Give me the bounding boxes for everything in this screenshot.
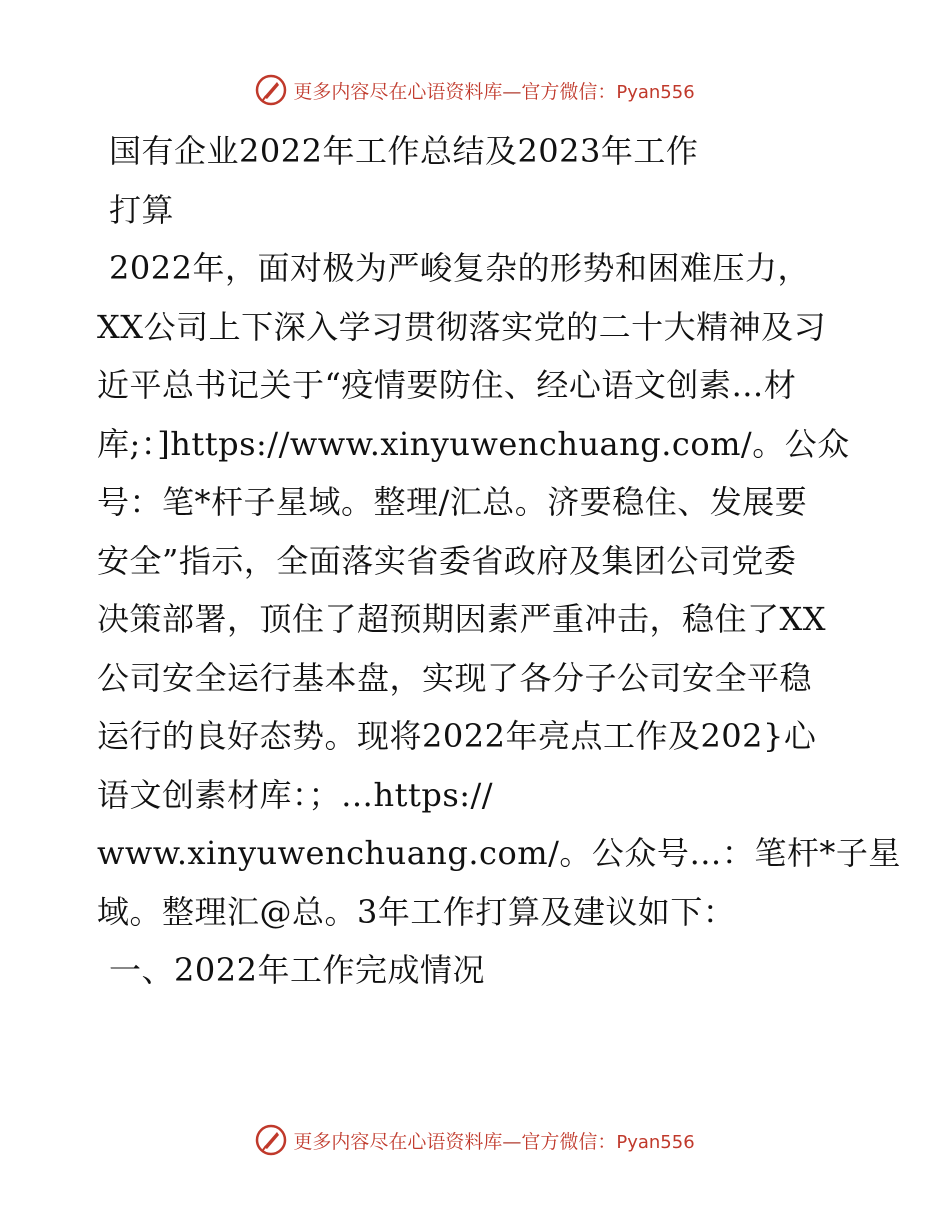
paragraph-line: 2022年，面对极为严峻复杂的形势和困难压力， <box>109 249 810 287</box>
watermark-text: 更多内容尽在心语资料库—官方微信：Pyan556 <box>293 80 695 103</box>
document-body <box>97 122 901 1000</box>
watermark-footer <box>0 1120 950 1160</box>
document-title-line-2: 打算 <box>109 190 175 229</box>
paragraph-line: 决策部署，顶住了超预期因素严重冲击，稳住了XX <box>97 600 827 638</box>
section-heading: 一、2022年工作完成情况 <box>109 951 485 989</box>
paragraph-line: 安全”指示，全面落实省委省政府及集团公司党委 <box>97 541 797 580</box>
paragraph-line: 运行的良好态势。现将2022年亮点工作及202}心 <box>97 717 817 755</box>
paragraph-line: 号：笔*杆子星域。整理/汇总。济要稳住、发展要 <box>97 483 808 521</box>
paragraph-line: 库;：]https://www.xinyuwenchuang.com/。公众 <box>97 424 850 463</box>
paragraph-line: 近平总书记关于“疫情要防住、经心语文创素…材 <box>97 366 797 404</box>
feather-pen-logo-icon <box>255 1124 287 1156</box>
feather-pen-logo-icon <box>255 74 287 106</box>
paragraph-line: www.xinyuwenchuang.com/。公众号…：笔杆*子星 <box>97 834 901 872</box>
paragraph-line: 域。整理汇@总。3年工作打算及建议如下： <box>97 892 736 931</box>
watermark-header <box>0 70 950 110</box>
document-title-line-1: 国有企业2022年工作总结及2023年工作 <box>109 132 699 170</box>
paragraph-line: 语文创素材库：；…https:// <box>97 775 494 814</box>
watermark-text: 更多内容尽在心语资料库—官方微信：Pyan556 <box>293 1130 695 1153</box>
paragraph-line: XX公司上下深入学习贯彻落实党的二十大精神及习 <box>97 307 827 346</box>
paragraph-line: 公司安全运行基本盘，实现了各分子公司安全平稳 <box>97 658 813 697</box>
